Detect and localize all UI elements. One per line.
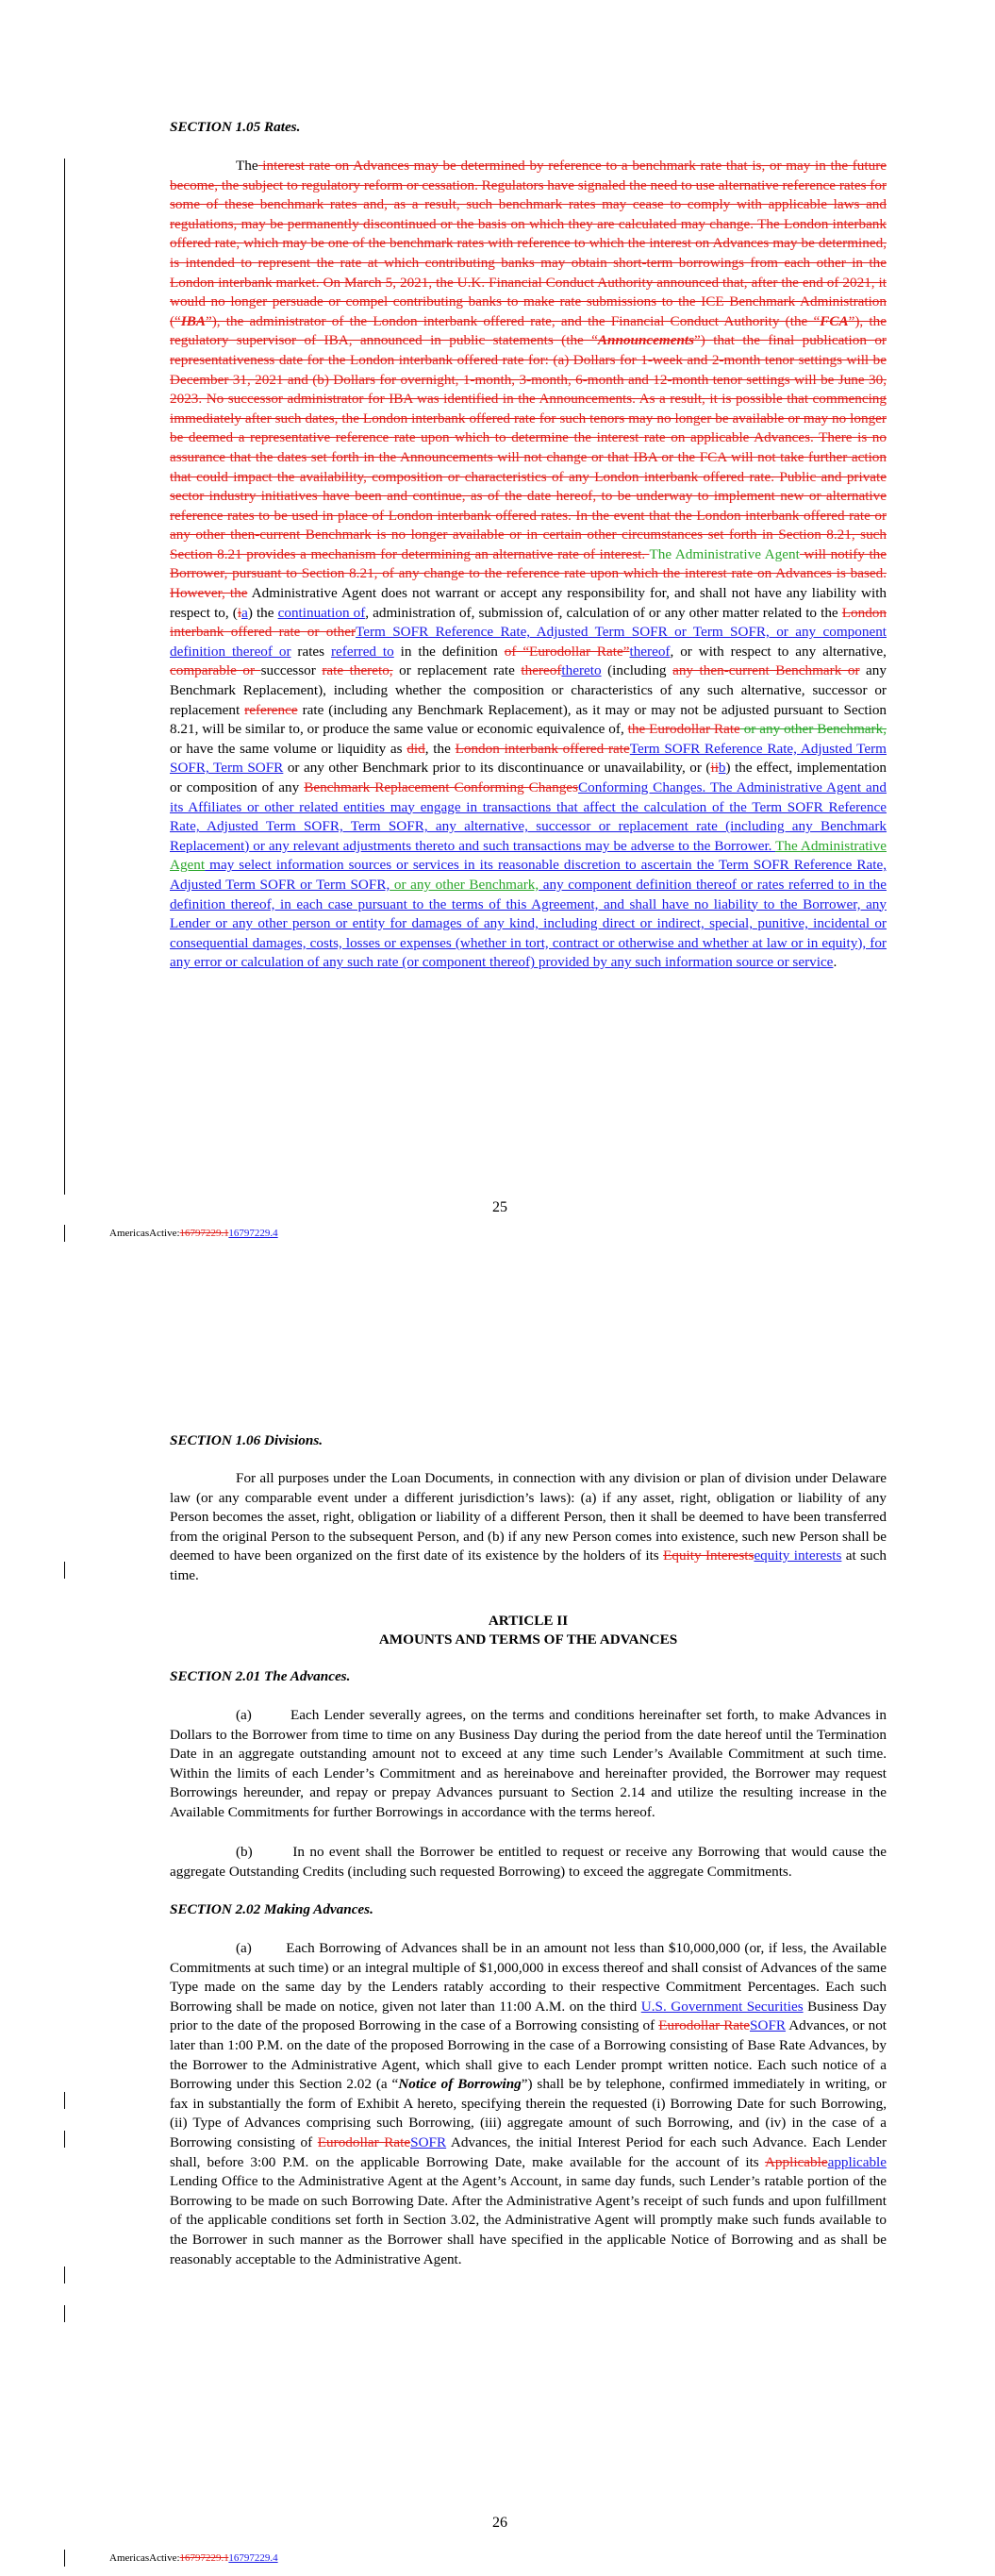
deleted-text: the Eurodollar Rate — [627, 721, 740, 738]
page-26 — [0, 1288, 995, 2576]
inserted-text: Term SOFR Reference Rate, Adjusted Term SOFR, Term SOFR — [170, 740, 887, 777]
text: (a) Each Borrowing of Advances shall be in an amount not less than $10,000,000 (or, if less, the Available Commitments at such time) or an integral multiple of $1,000,000 in excess thereof and shall consist of Advances of the same Type made on the same day by the Lenders ratably according to their respective Commitment Percentages. Each such Borrowing shall be made on notice, given not later than 11:00 A.M. on the third — [170, 1940, 887, 2015]
article-heading — [170, 1612, 887, 1649]
change-bar — [64, 2131, 65, 2148]
section-heading: SECTION 2.01 The Advances. — [170, 1668, 351, 1684]
text: Advances, the initial Interest Period for each such Advance. Each Lender shall, before 3:00 P.M. on the applicable Borrowing Date, make available for the account of its — [170, 2133, 887, 2170]
change-bar — [64, 159, 65, 1195]
footer-new-docid: 16797229.4 — [228, 2552, 278, 2564]
deleted-text: ”), the regulatory supervisor of IBA, announced in public statements (the “ — [170, 312, 887, 349]
deleted-text: Eurodollar Rate — [317, 2133, 411, 2150]
text: , or with respect to any alternative, — [670, 643, 887, 660]
deleted-text: did — [406, 740, 425, 757]
deleted-text: rate thereto, — [322, 662, 393, 679]
section-1-06-body — [170, 1469, 887, 1586]
text: rates — [290, 643, 331, 660]
text: , administration of, submission of, calculation of or any other matter related to the — [365, 604, 842, 621]
section-heading: SECTION 1.05 Rates. — [170, 119, 301, 135]
section-heading: SECTION 1.06 Divisions. — [170, 1432, 323, 1448]
inserted-text: b — [718, 760, 726, 777]
footer-prefix: AmericasActive: — [109, 2552, 180, 2564]
inserted-text: thereto — [561, 662, 602, 679]
section-2-01-b — [170, 1843, 887, 1882]
moved-text: or any other Benchmark, — [390, 876, 539, 893]
footer-new-docid: 16797229.4 — [228, 1228, 278, 1239]
deleted-defined-term: Announcements — [597, 332, 695, 349]
deleted-text: Equity Interests — [663, 1547, 755, 1564]
deleted-text: Benchmark Replacement Conforming Changes — [304, 779, 578, 795]
inserted-text: a — [241, 604, 248, 621]
paragraph — [170, 157, 887, 973]
inserted-text: any component definition thereof or rates referred to in the definition thereof, in each case pursuant to the terms of this Agreement, and shall have no liability to the Borrower, any Lender or any other person or entity for damages of any kind, including direct or indirect, special, punitive, incidental or consequential damages, costs, losses or expenses (whether in tort, contract or otherwise and whether at law or in equity), for any error or calculation of any such rate (or component thereof) provided by any such information source or service — [170, 876, 887, 971]
inserted-text: thereof — [629, 643, 671, 660]
text: rate (including any Benchmark Replacement), as it may or may not be adjusted pursuant to Section 8.21, will be similar to, or produce the same value or economic equivalence of, — [170, 701, 887, 738]
deleted-text: interest rate on Advances may be determined by reference to a benchmark rate that is, or may in the future become, the subject to regulatory reform or cessation. Regulators have signaled the need to use alternative reference rates for some of these benchmark rates and, as a result, such benchmark rates may cease to comply with applicable laws and regulations, may be permanently discontinued or the basis on which they are calculated may change. The London interbank offered rate, which may be one of the benchmark rates with reference to which the interest on Advances may be determined, is intended to represent the rate at which contributing banks may obtain short-term borrowings from each other in the London interbank market. On March 5, 2021, the U.K. Financial Conduct Authority announced that, after the end of 2021, it would no longer persuade or compel contributing banks to make rate submissions to the ICE Benchmark Administration (“ — [170, 158, 887, 329]
text: ”) shall be by telephone, confirmed immediately in writing, or fax in substantially the form of Exhibit A hereto, specifying therein the requested (i) Borrowing Date for such Borrowing, (ii) Type of Advances comprising such Borrowing, (iii) aggregate amount of such Borrowing, and (iv) in the case of a Borrowing consisting of — [170, 2076, 887, 2150]
text: Lending Office to the Administrative Agent at the Agent’s Account, in same day funds, such Lender’s ratable portion of the Borrowing to be made on such Borrowing Date. After the Administrative Agent’s receipt of such funds and upon fulfillment of the applicable conditions set forth in Section 3.02, the Administrative Agent will promptly make such funds available to the Borrower in such manner as the Borrower shall have specified in the applicable Notice of Borrowing and as shall be reasonably acceptable to the Administrative Agent. — [170, 2173, 887, 2267]
text: at such time. — [170, 1547, 887, 1583]
inserted-text: SOFR — [410, 2133, 447, 2150]
document-footer — [109, 1228, 278, 1239]
page-number: 25 — [492, 1199, 507, 1215]
text: ) the effect, implementation or composition of any — [170, 760, 887, 795]
text: in the definition — [393, 643, 505, 660]
section-2-02-a — [170, 1939, 887, 2269]
paragraph — [170, 1939, 887, 2269]
deleted-moved-text: or any other Benchmark, — [739, 721, 887, 738]
page-number: 26 — [492, 2515, 507, 2531]
text: Administrative Agent does not warrant or accept any responsibility for, and shall not have any liability with respect to, ( — [170, 585, 887, 621]
paragraph — [170, 1469, 887, 1586]
section-2-01-a — [170, 1706, 887, 1823]
deleted-text: Applicable — [764, 2153, 828, 2170]
text: For all purposes under the Loan Documents, in connection with any division or plan of division under Delaware law (or any comparable event under a different jurisdiction’s laws): (a) if any asset, right, obligation or liability of any Person becomes the asset, right, obligation or liability of a different Person, then it shall be deemed to have been transferred from the original Person to the subsequent Person, and (b) if any new Person comes into existence, such new Person shall be deemed to have been organized on the first date of its existence by the holders of its — [170, 1470, 887, 1564]
footer-prefix: AmericasActive: — [109, 1228, 180, 1239]
deleted-text: will notify the Borrower, pursuant to Section 8.21, of any change to the reference rate upon which the interest rate on Advances is based. — [170, 545, 887, 582]
moved-text: The Administrative Agent — [170, 837, 887, 874]
deleted-defined-term: FCA — [820, 312, 849, 329]
text: ) the — [247, 604, 278, 621]
deleted-text: comparable or — [170, 662, 261, 679]
inserted-text: U.S. Government Securities — [640, 1998, 804, 2015]
text: Advances, or not later than 1:00 P.M. on the date of the proposed Borrowing in the case of a Borrowing consisting of Base Rate Advances, by the Borrower to the Administrative Agent, which shall give to each Lender prompt written notice. Each such notice of a Borrowing under this Section 2.02 (a “ — [170, 2017, 887, 2093]
defined-term: Notice of Borrowing — [398, 2076, 522, 2093]
deleted-text: ”) that the final publication or representativeness date for the London interbank offered rate for: (a) Dollars for 1-week and 2-month tenor settings will be December 31, 2021 and (b) Dollars for overnight, 1-month, 3-month, 6-month and 12-month tenor settings will be June 30, 2023. No successor administrator for IBA was identified in the Announcements. As a result, it is possible that commencing immediately after such dates, the London interbank offered rate for such tenors may no longer be available or may no longer be deemed a representative reference rate upon which to determine the interest rate on applicable Advances. There is no assurance that the dates set forth in the Announcements will not change or that IBA or the FCA will not take further action that could impact the availability, composition or characteristics of any London interbank offered rate. Public and private sector industry initiatives have been and continue, as of the date hereof, to be underway to implement new or alternative reference rates to be used in place of London interbank offered rates. In the event that the London interbank offered rate or any other then-current Benchmark is no longer available or in certain other circumstances set forth in Section 8.21, such Section 8.21 provides a mechanism for determining an alternative rate of interest. — [170, 332, 887, 562]
footer-old-docid: 16797229.1 — [179, 1228, 229, 1239]
deleted-text: However, the — [170, 585, 248, 602]
deleted-defined-term: IBA — [180, 312, 206, 329]
change-bar — [64, 1562, 65, 1579]
paragraph: (b) In no event shall the Borrower be entitled to request or receive any Borrowing that would cause the aggregate Outstanding Credits (including such requested Borrowing) to exceed the aggregate Commitments. — [170, 1844, 887, 1880]
inserted-text: may select information sources or services in its reasonable discretion to ascertain the Term SOFR Reference Rate, Adjusted Term SOFR or Term SOFR, — [170, 857, 887, 893]
deleted-text: ”), the administrator of the London interbank offered rate, and the Financial Conduct Authority (the “ — [205, 312, 821, 329]
deleted-text: ii — [710, 760, 719, 777]
text: or any other Benchmark prior to its discontinuance or unavailability, or ( — [283, 760, 711, 777]
deleted-text: i — [237, 604, 242, 621]
change-bar — [64, 2267, 65, 2283]
deleted-text: of “Eurodollar Rate” — [504, 643, 630, 660]
deleted-text: reference — [244, 701, 298, 718]
text: (including — [601, 662, 673, 679]
change-bar — [64, 2092, 65, 2109]
text: The — [236, 158, 258, 174]
inserted-text: equity interests — [754, 1547, 842, 1564]
inserted-text: referred to — [330, 643, 394, 660]
text: or have the same volume or liquidity as — [170, 740, 407, 757]
text: . — [833, 954, 837, 971]
article-number: ARTICLE II — [488, 1613, 569, 1629]
deleted-text: London interbank offered rate — [455, 740, 630, 757]
change-bar — [64, 2550, 65, 2567]
footer-old-docid: 16797229.1 — [179, 2552, 229, 2564]
paragraph: (a) Each Lender severally agrees, on the terms and conditions hereinafter set forth, to make Advances in Dollars to the Borrower from time to time on any Business Day during the period from the date hereof until the Termination Date in an aggregate outstanding amount not to exceed at any time such Lender’s Available Commitment at such time. Within the limits of each Lender’s Commitment and as hereinabove and hereinafter provided, the Borrower may request Borrowings hereunder, and repay or prepay Advances pursuant to Section 2.14 and utilize the resulting increase in the Available Commitments for further Borrowings in accordance with the terms hereof. — [170, 1707, 887, 1820]
text: Business Day prior to the date of the proposed Borrowing in the case of a Borrowing consisting of — [170, 1998, 887, 2034]
inserted-text: Conforming Changes. The Administrative Agent and its Affiliates or other related entities may engage in transactions that affect the calculation of the Term SOFR Reference Rate, Adjusted Term SOFR, Term SOFR, any alternative, successor or replacement rate (including any Benchmark Replacement) or any relevant adjustments thereto and such transactions may be adverse to the Borrower. — [170, 779, 887, 854]
deleted-text: any then-current Benchmark or — [672, 662, 860, 679]
deleted-text: Eurodollar Rate — [658, 2017, 751, 2034]
inserted-text: SOFR — [750, 2017, 787, 2034]
change-bar — [64, 1225, 65, 1242]
article-title: AMOUNTS AND TERMS OF THE ADVANCES — [378, 1631, 678, 1648]
inserted-text: Term SOFR Reference Rate, Adjusted Term SOFR or Term SOFR, or any component definition thereof or — [170, 624, 887, 660]
text: , the — [424, 740, 456, 757]
deleted-text: London interbank offered rate or other — [170, 604, 887, 641]
text: any Benchmark Replacement), including whether the composition or characteristics of any such alternative, successor or replacement — [170, 662, 887, 718]
document-footer — [109, 2552, 278, 2564]
section-1-05-body — [170, 157, 887, 973]
change-bar — [64, 2305, 65, 2322]
deleted-text: thereof — [521, 662, 562, 679]
text: or replacement rate — [392, 662, 522, 679]
section-heading: SECTION 2.02 Making Advances. — [170, 1901, 373, 1917]
text: successor — [260, 662, 323, 679]
inserted-text: continuation of — [277, 604, 366, 621]
moved-text: The Administrative Agent — [649, 545, 800, 562]
inserted-text: applicable — [827, 2153, 887, 2170]
